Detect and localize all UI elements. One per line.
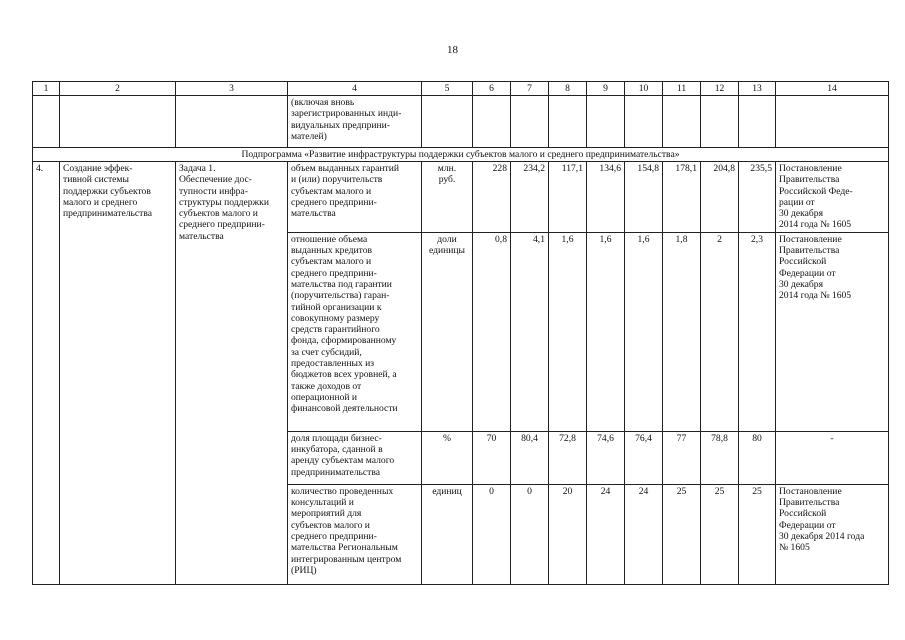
header-col-1: 1 xyxy=(33,82,60,96)
indicator-unit: % xyxy=(422,431,473,484)
value-cell: 74,6 xyxy=(587,431,625,484)
row-number: 4. xyxy=(33,162,60,585)
value-cell: 1,8 xyxy=(663,232,701,431)
indicator-unit: единиц xyxy=(422,484,473,584)
indicator-unit: доли единицы xyxy=(429,233,465,257)
value-cell: 134,6 xyxy=(587,162,625,233)
value-cell: 2,3 xyxy=(739,232,776,431)
header-col-11: 11 xyxy=(663,82,701,96)
header-col-12: 12 xyxy=(701,82,739,96)
source-text: - xyxy=(776,431,889,484)
indicator-unit: млн. руб. xyxy=(437,163,457,186)
value-cell: 154,8 xyxy=(625,162,663,233)
header-col-14: 14 xyxy=(776,82,889,96)
value-cell: 80,4 xyxy=(511,431,549,484)
value-cell: 20 xyxy=(549,484,587,584)
header-col-10: 10 xyxy=(625,82,663,96)
value-cell: 1,6 xyxy=(625,232,663,431)
indicator-name: объем выданных гарантий и (или) поручительств субъектам малого и среднего предприни- мательства xyxy=(291,163,399,220)
value-cell: 72,8 xyxy=(549,431,587,484)
header-col-4: 4 xyxy=(288,82,422,96)
table-row xyxy=(33,162,889,233)
indicator-name: доля площади бизнес- инкубатора, сданной в аренду субъектам малого предпринимательства xyxy=(291,432,395,478)
value-cell: 117,1 xyxy=(549,162,587,233)
header-col-6: 6 xyxy=(473,82,511,96)
value-cell: 0 xyxy=(511,484,549,584)
page-number: 18 xyxy=(447,44,458,56)
value-cell: 178,1 xyxy=(663,162,701,233)
value-cell: 0,8 xyxy=(473,232,511,431)
value-cell: 235,5 xyxy=(739,162,776,233)
value-cell: 228 xyxy=(473,162,511,233)
continuation-row xyxy=(33,96,889,148)
value-cell: 24 xyxy=(625,484,663,584)
header-col-8: 8 xyxy=(549,82,587,96)
value-cell: 4,1 xyxy=(511,232,549,431)
header-col-5: 5 xyxy=(422,82,473,96)
indicators-table xyxy=(32,81,889,585)
value-cell: 0 xyxy=(473,484,511,584)
value-cell: 70 xyxy=(473,431,511,484)
header-row xyxy=(33,82,889,96)
value-cell: 25 xyxy=(663,484,701,584)
value-cell: 204,8 xyxy=(701,162,739,233)
measure-name: Создание эффек- тивной системы поддержки субъектов малого и среднего предпринимательства xyxy=(63,163,153,220)
source-text: Постановление Правительства Российской Федерации от 30 декабря 2014 года № 1605 xyxy=(779,485,865,554)
value-cell: 2 xyxy=(701,232,739,431)
task-text: Задача 1. Обеспечение дос- тупности инфра- структуры поддержки субъектов малого и среднего предприни- мательства xyxy=(179,163,269,242)
value-cell: 25 xyxy=(739,484,776,584)
source-text: Постановление Правительства Российской Феде- рации от 30 декабря 2014 года № 1605 xyxy=(779,163,853,231)
header-col-2: 2 xyxy=(60,82,176,96)
header-col-7: 7 xyxy=(511,82,549,96)
value-cell: 80 xyxy=(739,431,776,484)
indicator-name: количество проведенных консультаций и мероприятий для субъектов малого и среднего предприни- мательства Региональным интегрированным центром (РИЦ) xyxy=(291,485,402,576)
header-col-13: 13 xyxy=(739,82,776,96)
value-cell: 1,6 xyxy=(587,232,625,431)
indicator-name: отношение объема выданных кредитов субъектам малого и среднего предприни- мательства под гарантии (поручительства) гаран- тийной организации к совокупному размеру средств гарантийного фонда, сформированному за счет субсидий, предоставленных из бюджетов всех уровней, а также доходов от операционной и финансовой деятельности xyxy=(291,233,398,415)
value-cell: 234,2 xyxy=(511,162,549,233)
value-cell: 25 xyxy=(701,484,739,584)
subprogram-title: Подпрограмма «Развитие инфраструктуры поддержки субъектов малого и среднего предпринимательства» xyxy=(33,148,889,162)
value-cell: 76,4 xyxy=(625,431,663,484)
value-cell: 78,8 xyxy=(701,431,739,484)
header-col-9: 9 xyxy=(587,82,625,96)
header-col-3: 3 xyxy=(176,82,288,96)
continuation-text: (включая вновь зарегистрированных инди- видуальных предприни- мателей) xyxy=(291,97,402,142)
source-text: Постановление Правительства Российской Федерации от 30 декабря 2014 года № 1605 xyxy=(779,233,852,302)
value-cell: 1,6 xyxy=(549,232,587,431)
value-cell: 24 xyxy=(587,484,625,584)
value-cell: 77 xyxy=(663,431,701,484)
subprogram-row xyxy=(33,148,889,162)
